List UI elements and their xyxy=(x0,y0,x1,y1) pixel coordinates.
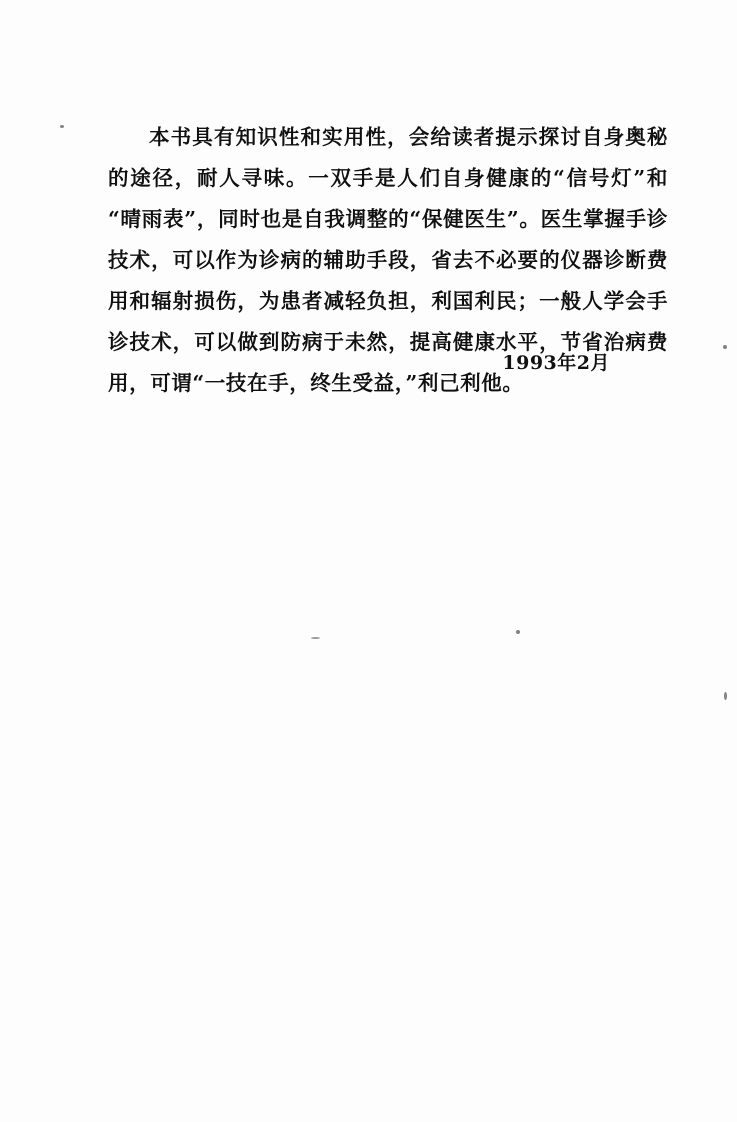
scan-speck-icon xyxy=(723,345,727,349)
date-signature: 1993年2月 xyxy=(502,352,610,374)
scan-speck-icon xyxy=(516,630,520,634)
scan-speck-icon xyxy=(724,692,727,700)
scan-speck-icon xyxy=(311,637,320,639)
scan-speck-icon xyxy=(60,125,64,128)
preface-paragraph: 本书具有知识性和实用性，会给读者提示探讨自身奥秘的途径，耐人寻味。一双手是人们自身健康的“信号灯”和“晴雨表”，同时也是自我调整的“保健医生”。医生掌握手诊技术，可以作为诊病的辅助手段，省去不必要的仪器诊断费用和辐射损伤，为患者减轻负担，利国利民；一般人学会手诊技术，可以做到防病于未然，提高健康水平，节省治病费用，可谓“一技在手，终生受益，”利己利他。 xyxy=(108,124,668,395)
